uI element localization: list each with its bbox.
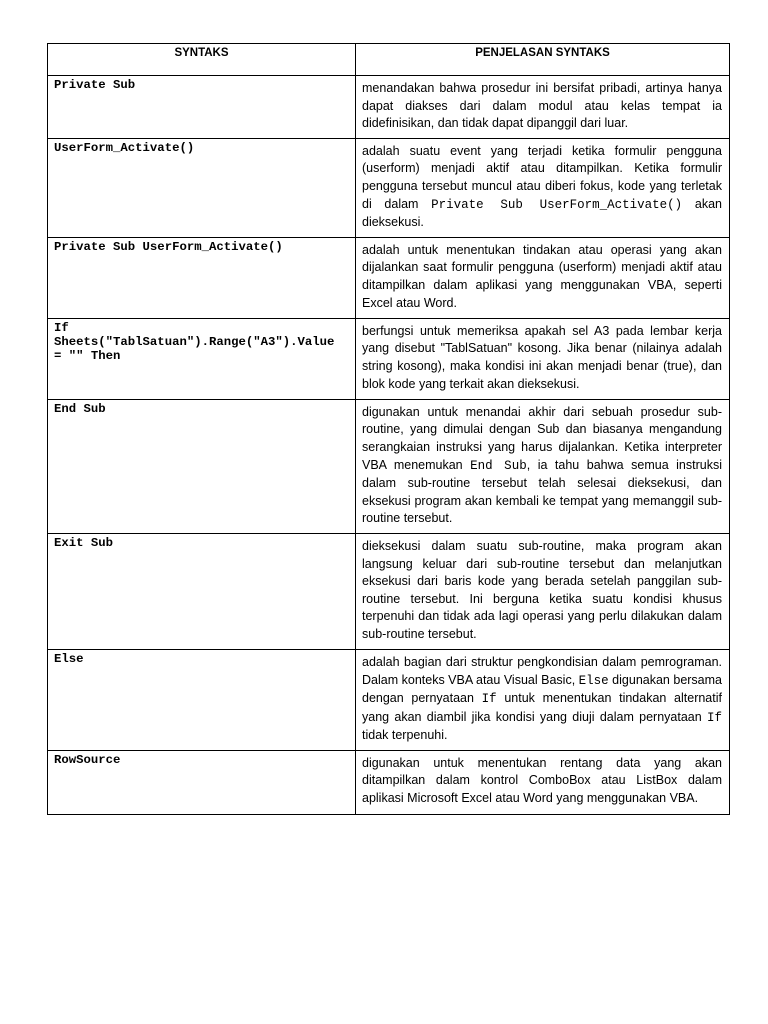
explanation-cell [356, 138, 730, 237]
syntax-cell: UserForm_Activate() [48, 138, 356, 237]
explanation-text: digunakan untuk menandai akhir dari sebuah prosedur sub-routine, yang dimulai dengan Sub dan biasanya mengandung serangkaian instruksi yang harus dijalankan. Ketika interpreter VBA menemukan [362, 404, 722, 472]
explanation-text: , ia tahu bahwa semua instruksi dalam sub-routine tersebut telah selesai dieksekusi, dan eksekusi program akan kembali ke tempat yang memanggil sub-routine tersebut. [362, 457, 722, 526]
table-row [48, 399, 730, 533]
syntax-cell: Exit Sub [48, 533, 356, 649]
column-header-syntax: SYNTAKS [48, 44, 356, 76]
explanation-cell [356, 399, 730, 533]
inline-code: End Sub [470, 458, 527, 473]
syntax-cell: Private Sub UserForm_Activate() [48, 237, 356, 318]
explanation-text: dieksekusi dalam suatu sub-routine, maka program akan langsung keluar dari sub-routine tersebut dan melanjutkan eksekusi dari baris kode yang berada setelah panggilan sub-routine tersebut. Ini berguna ketika suatu kondisi khusus terpenuhi dan tidak ada lagi operasi yang perlu dilakukan dalam sub-routine tersebut. [362, 538, 722, 641]
syntax-cell: Private Sub [48, 76, 356, 139]
explanation-text: digunakan untuk menentukan rentang data yang akan ditampilkan dalam kontrol ComboBox atau ListBox dalam aplikasi Microsoft Excel atau Word yang menggunakan VBA. [362, 755, 722, 806]
explanation-text: adalah bagian dari struktur pengkondisian dalam pemrograman. Dalam konteks VBA atau Visual Basic, [362, 654, 722, 687]
table-row [48, 318, 730, 399]
inline-code: If [481, 692, 497, 707]
column-header-explanation: PENJELASAN SYNTAKS [356, 44, 730, 76]
syntax-cell: RowSource [48, 750, 356, 814]
syntax-cell: If Sheets("TablSatuan").Range("A3").Value = "" Then [48, 318, 356, 399]
table-row [48, 237, 730, 318]
explanation-text: tidak terpenuhi. [362, 728, 448, 743]
inline-code: If [706, 710, 722, 725]
explanation-text: adalah untuk menentukan tindakan atau operasi yang akan dijalankan saat formulir pengguna (userform) menjadi aktif atau ditampilkan dalam aplikasi yang menggunakan VBA, seperti Excel atau Word. [362, 242, 722, 310]
syntax-cell: End Sub [48, 399, 356, 533]
explanation-text: digunakan bersama dengan pernyataan [362, 672, 722, 706]
inline-code: Private Sub UserForm_Activate() [431, 197, 683, 212]
explanation-text: akan dieksekusi. [362, 196, 722, 230]
explanation-text: berfungsi untuk memeriksa apakah sel A3 pada lembar kerja yang disebut "TablSatuan" kosong. Jika benar (nilainya adalah string kosong), maka kondisi ini akan menjadi benar (true), dan blok kode yang terkait akan dieksekusi. [362, 323, 722, 391]
inline-code: Else [578, 673, 609, 688]
explanation-text: adalah suatu event yang terjadi ketika formulir pengguna (userform) menjadi aktif atau ditampilkan. Ketika formulir pengguna tersebut muncul atau diberi fokus, kode yang terletak di dalam [362, 143, 722, 211]
table-row [48, 76, 730, 139]
explanation-cell [356, 649, 730, 750]
syntax-cell: Else [48, 649, 356, 750]
table-row [48, 750, 730, 814]
table-header-row [48, 44, 730, 76]
explanation-cell [356, 750, 730, 814]
explanation-cell [356, 76, 730, 139]
explanation-cell [356, 318, 730, 399]
explanation-text: menandakan bahwa prosedur ini bersifat pribadi, artinya hanya dapat diakses dari dalam modul atau kelas tempat ia didefinisikan, dan tidak dapat dipanggil dari luar. [362, 81, 722, 131]
table-row [48, 533, 730, 649]
table-row [48, 649, 730, 750]
table-row [48, 138, 730, 237]
explanation-cell [356, 533, 730, 649]
syntax-table [47, 43, 730, 815]
explanation-cell [356, 237, 730, 318]
explanation-text: untuk menentukan tindakan alternatif yang akan diambil jika kondisi yang diuji dalam pernyataan [362, 691, 722, 724]
